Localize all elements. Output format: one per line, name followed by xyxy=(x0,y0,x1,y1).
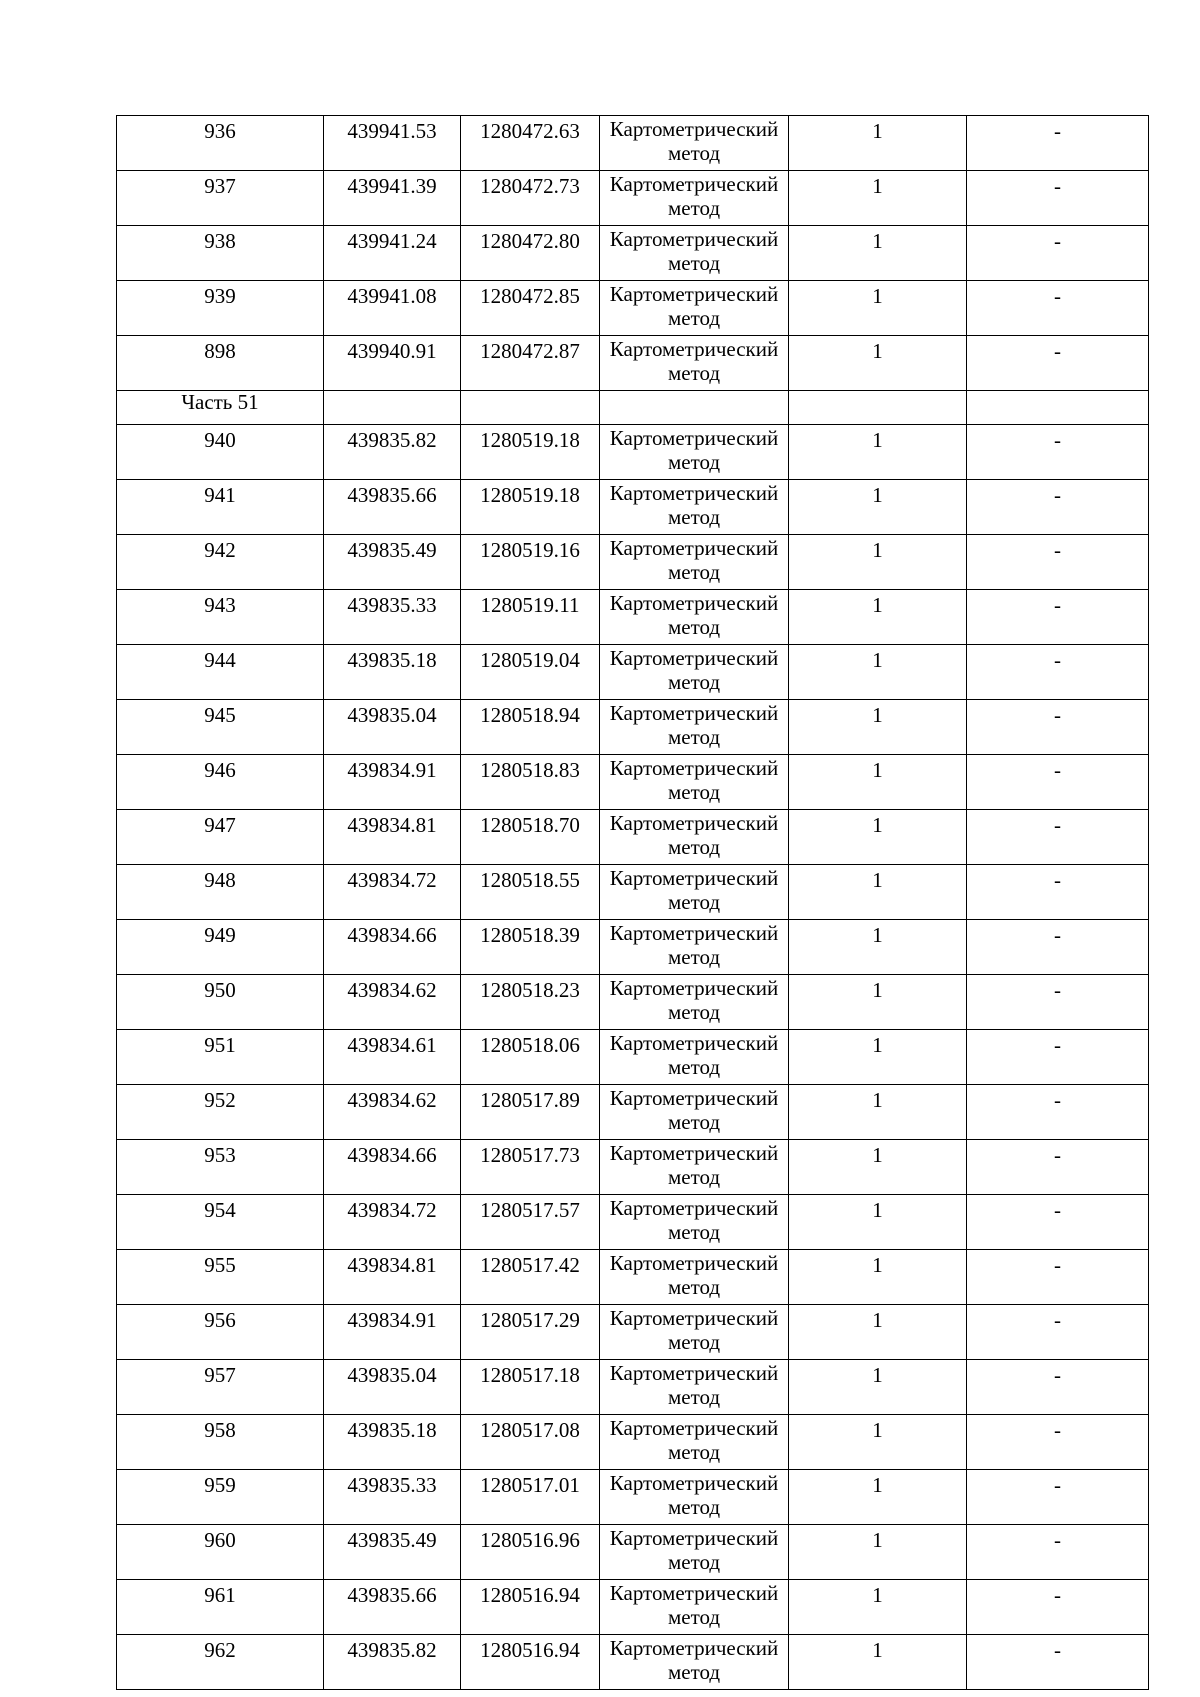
accuracy-cell: 1 xyxy=(789,590,967,645)
table-row xyxy=(117,1030,1149,1085)
note-cell: - xyxy=(967,336,1149,391)
method-cell xyxy=(600,1525,789,1580)
x-coordinate-cell: 439835.33 xyxy=(324,590,461,645)
method-line1: Картометрический xyxy=(609,1361,779,1385)
note-cell: - xyxy=(967,1635,1149,1690)
x-coordinate-cell: 439834.72 xyxy=(324,865,461,920)
method-cell xyxy=(600,480,789,535)
note-cell: - xyxy=(967,645,1149,700)
method-line2: метод xyxy=(667,1220,721,1244)
table-row xyxy=(117,425,1149,480)
point-number-cell: 947 xyxy=(117,810,324,865)
note-cell: - xyxy=(967,700,1149,755)
method-line1: Картометрический xyxy=(609,1526,779,1550)
point-number-cell: 954 xyxy=(117,1195,324,1250)
method-cell xyxy=(600,975,789,1030)
method-line2: метод xyxy=(667,615,721,639)
y-coordinate-cell: 1280518.39 xyxy=(461,920,600,975)
y-coordinate-cell: 1280516.94 xyxy=(461,1635,600,1690)
table-row xyxy=(117,1635,1149,1690)
accuracy-cell: 1 xyxy=(789,480,967,535)
point-number-cell: 942 xyxy=(117,535,324,590)
x-coordinate-cell: 439834.91 xyxy=(324,755,461,810)
accuracy-cell: 1 xyxy=(789,281,967,336)
method-line1: Картометрический xyxy=(609,1031,779,1055)
x-coordinate-cell: 439835.33 xyxy=(324,1470,461,1525)
method-cell xyxy=(600,535,789,590)
accuracy-cell: 1 xyxy=(789,1635,967,1690)
accuracy-cell: 1 xyxy=(789,755,967,810)
method-line2: метод xyxy=(667,1550,721,1574)
accuracy-cell: 1 xyxy=(789,116,967,171)
method-cell xyxy=(600,755,789,810)
table-row xyxy=(117,116,1149,171)
method-cell xyxy=(600,590,789,645)
x-coordinate-cell: 439834.81 xyxy=(324,810,461,865)
method-line1: Картометрический xyxy=(609,227,779,251)
method-cell xyxy=(600,1470,789,1525)
point-number-cell: 956 xyxy=(117,1305,324,1360)
method-line2: метод xyxy=(667,835,721,859)
method-line2: метод xyxy=(667,251,721,275)
y-coordinate-cell: 1280518.23 xyxy=(461,975,600,1030)
y-coordinate-cell: 1280472.80 xyxy=(461,226,600,281)
method-line1: Картометрический xyxy=(609,172,779,196)
note-cell: - xyxy=(967,975,1149,1030)
method-line2: метод xyxy=(667,725,721,749)
empty-cell xyxy=(461,391,600,425)
table-row xyxy=(117,1525,1149,1580)
accuracy-cell: 1 xyxy=(789,1195,967,1250)
method-line2: метод xyxy=(667,670,721,694)
x-coordinate-cell: 439835.18 xyxy=(324,1415,461,1470)
note-cell: - xyxy=(967,171,1149,226)
point-number-cell: 945 xyxy=(117,700,324,755)
method-cell xyxy=(600,116,789,171)
table-row xyxy=(117,700,1149,755)
y-coordinate-cell: 1280518.83 xyxy=(461,755,600,810)
y-coordinate-cell: 1280516.94 xyxy=(461,1580,600,1635)
x-coordinate-cell: 439940.91 xyxy=(324,336,461,391)
method-line2: метод xyxy=(667,1000,721,1024)
point-number-cell: 958 xyxy=(117,1415,324,1470)
x-coordinate-cell: 439834.61 xyxy=(324,1030,461,1085)
table-row xyxy=(117,171,1149,226)
method-cell xyxy=(600,1030,789,1085)
point-number-cell: 941 xyxy=(117,480,324,535)
point-number-cell: 960 xyxy=(117,1525,324,1580)
method-line1: Картометрический xyxy=(609,976,779,1000)
method-line2: метод xyxy=(667,1275,721,1299)
accuracy-cell: 1 xyxy=(789,1305,967,1360)
point-number-cell: 943 xyxy=(117,590,324,645)
note-cell: - xyxy=(967,1195,1149,1250)
x-coordinate-cell: 439941.08 xyxy=(324,281,461,336)
method-cell xyxy=(600,700,789,755)
y-coordinate-cell: 1280518.06 xyxy=(461,1030,600,1085)
empty-cell xyxy=(789,391,967,425)
accuracy-cell: 1 xyxy=(789,336,967,391)
note-cell: - xyxy=(967,1085,1149,1140)
y-coordinate-cell: 1280519.18 xyxy=(461,425,600,480)
point-number-cell: 936 xyxy=(117,116,324,171)
note-cell: - xyxy=(967,1140,1149,1195)
method-line1: Картометрический xyxy=(609,1086,779,1110)
table-row xyxy=(117,336,1149,391)
point-number-cell: 959 xyxy=(117,1470,324,1525)
method-line1: Картометрический xyxy=(609,1196,779,1220)
table-row xyxy=(117,1470,1149,1525)
empty-cell xyxy=(967,391,1149,425)
method-cell xyxy=(600,171,789,226)
method-line1: Картометрический xyxy=(609,811,779,835)
table-row xyxy=(117,1305,1149,1360)
method-cell xyxy=(600,645,789,700)
accuracy-cell: 1 xyxy=(789,865,967,920)
accuracy-cell: 1 xyxy=(789,1085,967,1140)
accuracy-cell: 1 xyxy=(789,700,967,755)
note-cell: - xyxy=(967,425,1149,480)
point-number-cell: 944 xyxy=(117,645,324,700)
method-cell xyxy=(600,1140,789,1195)
method-line2: метод xyxy=(667,306,721,330)
x-coordinate-cell: 439835.04 xyxy=(324,1360,461,1415)
x-coordinate-cell: 439834.91 xyxy=(324,1305,461,1360)
point-number-cell: 962 xyxy=(117,1635,324,1690)
method-line2: метод xyxy=(667,450,721,474)
note-cell: - xyxy=(967,226,1149,281)
note-cell: - xyxy=(967,865,1149,920)
table-row xyxy=(117,1415,1149,1470)
table-row xyxy=(117,920,1149,975)
method-cell xyxy=(600,1415,789,1470)
method-line1: Картометрический xyxy=(609,921,779,945)
coordinates-table-body xyxy=(117,116,1149,1690)
accuracy-cell: 1 xyxy=(789,425,967,480)
y-coordinate-cell: 1280517.29 xyxy=(461,1305,600,1360)
method-line2: метод xyxy=(667,1660,721,1684)
method-line2: метод xyxy=(667,1330,721,1354)
table-row xyxy=(117,1360,1149,1415)
method-line1: Картометрический xyxy=(609,756,779,780)
y-coordinate-cell: 1280519.16 xyxy=(461,535,600,590)
accuracy-cell: 1 xyxy=(789,645,967,700)
y-coordinate-cell: 1280472.85 xyxy=(461,281,600,336)
x-coordinate-cell: 439835.49 xyxy=(324,535,461,590)
accuracy-cell: 1 xyxy=(789,1415,967,1470)
method-cell xyxy=(600,1580,789,1635)
accuracy-cell: 1 xyxy=(789,810,967,865)
method-cell xyxy=(600,1360,789,1415)
method-line2: метод xyxy=(667,1385,721,1409)
note-cell: - xyxy=(967,1580,1149,1635)
accuracy-cell: 1 xyxy=(789,975,967,1030)
method-line1: Картометрический xyxy=(609,1141,779,1165)
accuracy-cell: 1 xyxy=(789,535,967,590)
point-number-cell: 949 xyxy=(117,920,324,975)
x-coordinate-cell: 439835.04 xyxy=(324,700,461,755)
note-cell: - xyxy=(967,116,1149,171)
note-cell: - xyxy=(967,1030,1149,1085)
table-row xyxy=(117,1195,1149,1250)
table-row xyxy=(117,1140,1149,1195)
x-coordinate-cell: 439835.18 xyxy=(324,645,461,700)
method-line2: метод xyxy=(667,560,721,584)
y-coordinate-cell: 1280516.96 xyxy=(461,1525,600,1580)
method-line1: Картометрический xyxy=(609,866,779,890)
empty-cell xyxy=(324,391,461,425)
y-coordinate-cell: 1280517.89 xyxy=(461,1085,600,1140)
y-coordinate-cell: 1280518.55 xyxy=(461,865,600,920)
note-cell: - xyxy=(967,755,1149,810)
accuracy-cell: 1 xyxy=(789,1030,967,1085)
table-row xyxy=(117,226,1149,281)
method-line2: метод xyxy=(667,1495,721,1519)
accuracy-cell: 1 xyxy=(789,1525,967,1580)
coordinates-table xyxy=(116,115,1149,1690)
point-number-cell: 938 xyxy=(117,226,324,281)
point-number-cell: 955 xyxy=(117,1250,324,1305)
method-line2: метод xyxy=(667,1110,721,1134)
table-row xyxy=(117,865,1149,920)
x-coordinate-cell: 439834.62 xyxy=(324,975,461,1030)
y-coordinate-cell: 1280518.94 xyxy=(461,700,600,755)
point-number-cell: 898 xyxy=(117,336,324,391)
section-label: Часть 51 xyxy=(117,391,324,425)
table-row xyxy=(117,645,1149,700)
method-cell xyxy=(600,281,789,336)
method-line2: метод xyxy=(667,1440,721,1464)
note-cell: - xyxy=(967,480,1149,535)
table-row xyxy=(117,810,1149,865)
section-row xyxy=(117,391,1149,425)
x-coordinate-cell: 439835.66 xyxy=(324,480,461,535)
y-coordinate-cell: 1280472.87 xyxy=(461,336,600,391)
note-cell: - xyxy=(967,281,1149,336)
point-number-cell: 961 xyxy=(117,1580,324,1635)
note-cell: - xyxy=(967,810,1149,865)
table-row xyxy=(117,1580,1149,1635)
x-coordinate-cell: 439835.66 xyxy=(324,1580,461,1635)
method-cell xyxy=(600,1635,789,1690)
x-coordinate-cell: 439835.82 xyxy=(324,425,461,480)
y-coordinate-cell: 1280517.18 xyxy=(461,1360,600,1415)
method-cell xyxy=(600,920,789,975)
method-line2: метод xyxy=(667,505,721,529)
accuracy-cell: 1 xyxy=(789,171,967,226)
note-cell: - xyxy=(967,920,1149,975)
note-cell: - xyxy=(967,1305,1149,1360)
method-line1: Картометрический xyxy=(609,591,779,615)
method-line2: метод xyxy=(667,1605,721,1629)
table-row xyxy=(117,1085,1149,1140)
accuracy-cell: 1 xyxy=(789,1580,967,1635)
method-line1: Картометрический xyxy=(609,426,779,450)
method-cell xyxy=(600,336,789,391)
x-coordinate-cell: 439834.66 xyxy=(324,1140,461,1195)
y-coordinate-cell: 1280519.04 xyxy=(461,645,600,700)
x-coordinate-cell: 439834.72 xyxy=(324,1195,461,1250)
y-coordinate-cell: 1280472.63 xyxy=(461,116,600,171)
method-line1: Картометрический xyxy=(609,1581,779,1605)
point-number-cell: 948 xyxy=(117,865,324,920)
table-row xyxy=(117,480,1149,535)
method-line2: метод xyxy=(667,361,721,385)
method-line1: Картометрический xyxy=(609,481,779,505)
table-row xyxy=(117,535,1149,590)
accuracy-cell: 1 xyxy=(789,920,967,975)
table-row xyxy=(117,975,1149,1030)
method-line2: метод xyxy=(667,890,721,914)
method-cell xyxy=(600,1250,789,1305)
method-line1: Картометрический xyxy=(609,337,779,361)
method-line2: метод xyxy=(667,1165,721,1189)
method-line2: метод xyxy=(667,141,721,165)
x-coordinate-cell: 439941.24 xyxy=(324,226,461,281)
note-cell: - xyxy=(967,1415,1149,1470)
method-line2: метод xyxy=(667,196,721,220)
point-number-cell: 939 xyxy=(117,281,324,336)
table-row xyxy=(117,590,1149,645)
method-line1: Картометрический xyxy=(609,1636,779,1660)
method-line1: Картометрический xyxy=(609,282,779,306)
point-number-cell: 953 xyxy=(117,1140,324,1195)
x-coordinate-cell: 439834.81 xyxy=(324,1250,461,1305)
point-number-cell: 951 xyxy=(117,1030,324,1085)
method-line1: Картометрический xyxy=(609,536,779,560)
method-line2: метод xyxy=(667,1055,721,1079)
note-cell: - xyxy=(967,1525,1149,1580)
x-coordinate-cell: 439941.39 xyxy=(324,171,461,226)
method-cell xyxy=(600,865,789,920)
accuracy-cell: 1 xyxy=(789,1470,967,1525)
x-coordinate-cell: 439834.62 xyxy=(324,1085,461,1140)
empty-cell xyxy=(600,391,789,425)
x-coordinate-cell: 439835.82 xyxy=(324,1635,461,1690)
accuracy-cell: 1 xyxy=(789,1140,967,1195)
method-cell xyxy=(600,810,789,865)
method-line2: метод xyxy=(667,780,721,804)
y-coordinate-cell: 1280519.11 xyxy=(461,590,600,645)
x-coordinate-cell: 439835.49 xyxy=(324,1525,461,1580)
note-cell: - xyxy=(967,1250,1149,1305)
x-coordinate-cell: 439834.66 xyxy=(324,920,461,975)
method-line1: Картометрический xyxy=(609,646,779,670)
point-number-cell: 946 xyxy=(117,755,324,810)
y-coordinate-cell: 1280472.73 xyxy=(461,171,600,226)
table-row xyxy=(117,1250,1149,1305)
x-coordinate-cell: 439941.53 xyxy=(324,116,461,171)
method-cell xyxy=(600,226,789,281)
method-line1: Картометрический xyxy=(609,117,779,141)
method-line1: Картометрический xyxy=(609,1251,779,1275)
point-number-cell: 950 xyxy=(117,975,324,1030)
point-number-cell: 937 xyxy=(117,171,324,226)
method-cell xyxy=(600,1305,789,1360)
method-line1: Картометрический xyxy=(609,1306,779,1330)
method-cell xyxy=(600,425,789,480)
note-cell: - xyxy=(967,590,1149,645)
point-number-cell: 940 xyxy=(117,425,324,480)
method-cell xyxy=(600,1085,789,1140)
table-row xyxy=(117,755,1149,810)
y-coordinate-cell: 1280517.73 xyxy=(461,1140,600,1195)
table-row xyxy=(117,281,1149,336)
accuracy-cell: 1 xyxy=(789,1360,967,1415)
method-line1: Картометрический xyxy=(609,701,779,725)
note-cell: - xyxy=(967,535,1149,590)
y-coordinate-cell: 1280517.42 xyxy=(461,1250,600,1305)
accuracy-cell: 1 xyxy=(789,226,967,281)
point-number-cell: 957 xyxy=(117,1360,324,1415)
method-line1: Картометрический xyxy=(609,1471,779,1495)
y-coordinate-cell: 1280517.57 xyxy=(461,1195,600,1250)
accuracy-cell: 1 xyxy=(789,1250,967,1305)
point-number-cell: 952 xyxy=(117,1085,324,1140)
y-coordinate-cell: 1280517.01 xyxy=(461,1470,600,1525)
note-cell: - xyxy=(967,1470,1149,1525)
method-line1: Картометрический xyxy=(609,1416,779,1440)
y-coordinate-cell: 1280518.70 xyxy=(461,810,600,865)
note-cell: - xyxy=(967,1360,1149,1415)
y-coordinate-cell: 1280519.18 xyxy=(461,480,600,535)
method-cell xyxy=(600,1195,789,1250)
method-line2: метод xyxy=(667,945,721,969)
y-coordinate-cell: 1280517.08 xyxy=(461,1415,600,1470)
